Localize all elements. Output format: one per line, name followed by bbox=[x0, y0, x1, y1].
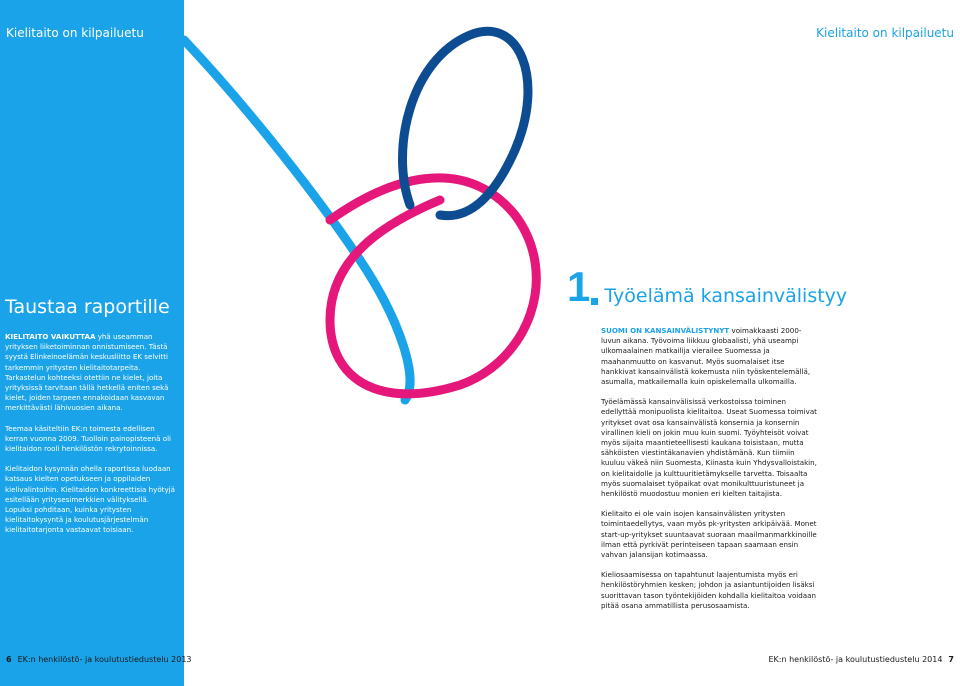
left-paragraph-1-text: yhä useamman yrityksen liiketoiminnan onnistumiseen. Tästä syystä Elinkeinoelämän keskusliitto EK selvitti tarkemmin yritysten kielitaitotarpeita. Tarkastelun kohteeksi otettiin ne kielet, joita yrityksissä tarvitaan tällä hetkellä eniten sekä kielet, joiden tarpeen ennakoidaan kasvavan merkittävästi lähivuosien aikana. bbox=[5, 332, 169, 413]
chapter-number: 1 bbox=[567, 263, 590, 310]
chapter-heading bbox=[567, 263, 848, 310]
left-paragraph-1 bbox=[5, 332, 177, 414]
right-paragraph-2: Työelämässä kansainvälisissä verkostoissa toiminen edellyttää monipuolista kielitaitoa. Useat Suomessa toimivat yritykset ovat osa kansainvälistä konsernia ja konsernin virallinen kieli on jokin muu kuin suomi. Työyhteisöt voivat myös sijaita maantieteellisesti kaukana toisistaan, mutta sähköisten viestintäkanavien yhdistämänä. Kun tiimiin kuuluu väkeä niin Suomesta, Kiinasta kuin Yhdysvalloistakin, on kielitaidolle ja kulttuuritietämykselle tarvetta. Toisaalta myös suomalaiset työpaikat ovat monikulttuuristuneet ja henkilöstö muodostuu monien eri kielten taitajista. bbox=[601, 397, 817, 499]
magenta-loop bbox=[330, 178, 536, 394]
left-paragraph-1-lead: KIELITAITO VAIKUTTAA bbox=[5, 332, 96, 341]
left-footer bbox=[6, 655, 192, 664]
left-page-body bbox=[5, 332, 177, 546]
chapter-number-dot bbox=[591, 298, 598, 305]
right-paragraph-1-lead: SUOMI ON KANSAINVÄLISTYNYT bbox=[601, 326, 730, 335]
left-paragraph-2: Teemaa käsiteltiin EK:n toimesta edellisen kerran vuonna 2009. Tuolloin painopisteenä oli kielitaidon rooli henkilöstön rekrytoinnissa. bbox=[5, 423, 172, 454]
right-paragraph-1-text: voimakkaasti 2000-luvun aikana. Työvoima liikkuu globaalisti, yhä useampi ulkomaalainen matkailija vierailee Suomessa ja maahanmuutto on kasvanut. Myös suomalaiset itse hankkivat kansainvälistä kokemusta niin työskentelemällä, asumalla, matkailemalla kuin opiskelemalla ulkomailla. bbox=[601, 326, 811, 387]
right-paragraph-3: Kielitaito ei ole vain isojen kansainvälisten yritysten toimintaedellytys, vaan myös pk-yritysten arkipäivää. Monet start-up-yritykset suuntaavat suoraan maailmanmarkkinoille ilman että pyrkivät perinteiseen tapaan saamaan ensin vahvan jalansijan kotimaassa. bbox=[601, 509, 817, 560]
chapter-title: Työelämä kansainvälistyy bbox=[604, 285, 848, 307]
left-page-title: Taustaa raportille bbox=[5, 296, 170, 318]
right-paragraph-1 bbox=[601, 326, 819, 387]
right-page-body bbox=[601, 326, 819, 621]
right-footer-text: EK:n henkilöstö- ja koulutustiedustelu 2014 bbox=[768, 655, 943, 664]
light-blue-loop bbox=[184, 40, 410, 400]
right-paragraph-4: Kieliosaamisessa on tapahtunut laajentumista myös eri henkilöstöryhmien kesken; johdon ja asiantuntijoiden lisäksi suorittavan tason työntekijöiden kohdalla kielitaitoa voidaan pitää osana ammatillista perusosaamista. bbox=[601, 570, 816, 610]
left-paragraph-3: Kielitaidon kysynnän ohella raportissa luodaan katsaus kielten opetukseen ja oppilaiden kielivalintoihin. Kielitaidon konkreettisia hyötyjä esitellään yritysesimerkkien välityksellä. Lopuksi pohditaan, kuinka yritysten kielitaitokysyntä ja koulutusjärjestelmän kielitaitotarjonta vastaavat toisiaan. bbox=[5, 464, 175, 535]
right-running-header: Kielitaito on kilpailuetu bbox=[816, 26, 954, 40]
right-page-number: 7 bbox=[948, 655, 954, 664]
dark-blue-loop bbox=[403, 31, 528, 215]
left-page-number: 6 bbox=[6, 655, 12, 664]
right-footer bbox=[769, 655, 955, 664]
left-running-header: Kielitaito on kilpailuetu bbox=[6, 26, 144, 40]
left-footer-text: EK:n henkilöstö- ja koulutustiedustelu 2013 bbox=[17, 655, 192, 664]
